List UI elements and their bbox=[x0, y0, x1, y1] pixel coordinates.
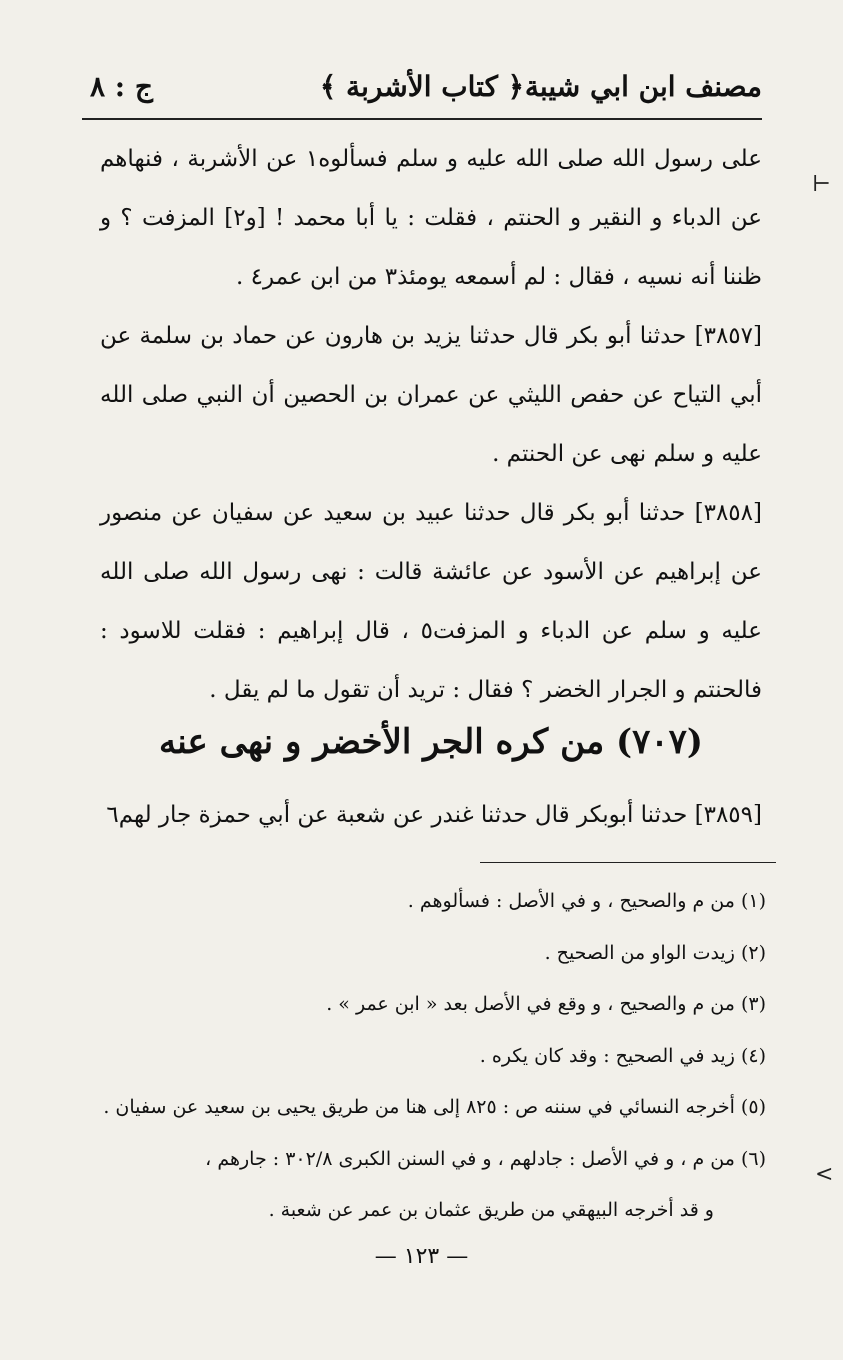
footnote: (٣) من م والصحيح ، و وقع في الأصل بعد « ابن عمر » . bbox=[326, 993, 766, 1015]
main-text bbox=[100, 130, 762, 720]
book-title: مصنف ابن ابي شيبة bbox=[524, 70, 762, 103]
footnote: (٦) من م ، و في الأصل : جادلهم ، و في السنن الكبرى ٣٠٢/٨ : جارهم ، bbox=[205, 1147, 766, 1170]
page-number: — ١٢٣ — bbox=[374, 1244, 469, 1269]
running-header bbox=[82, 62, 762, 112]
header-divider bbox=[82, 118, 762, 120]
footnote-divider bbox=[480, 862, 776, 863]
footnote: (٢) زيدت الواو من الصحيح . bbox=[544, 941, 766, 964]
footnote: (٤) زيد في الصحيح : وقد كان يكره . bbox=[479, 1044, 766, 1067]
paragraph: على رسول الله صلى الله عليه و سلم فسألوه١ عن الأشربة ، فنهاهم عن الدباء و النقير و الحنتم ، فقلت : يا أبا محمد ! [و٢] المزفت ؟ و ظننا أنه نسيه ، فقال : لم أسمعه يومئذ٣ من ابن عمر٤ . bbox=[100, 146, 762, 290]
footnote: (٥) أخرجه النسائي في سننه ص : ٨٢٥ إلى هنا من طريق يحيى بن سعيد عن سفيان . bbox=[103, 1096, 766, 1118]
paragraph: [٣٨٥٨] حدثنا أبو بكر قال حدثنا عبيد بن سعيد عن سفيان عن منصور عن إبراهيم عن الأسود عن عائشة قالت : نهى رسول الله صلى الله عليه و سلم عن الدباء و المزفت٥ ، قال إبراهيم : فقلت للاسود : فالحنتم و الجرار الخضر ؟ فقال : تريد أن تقول ما لم يقل . bbox=[100, 500, 762, 703]
margin-mark: < bbox=[815, 1162, 834, 1187]
paragraph: [٣٨٥٩] حدثنا أبوبكر قال حدثنا غندر عن شعبة عن أبي حمزة جار لهم٦ bbox=[106, 802, 762, 828]
footnotes bbox=[96, 876, 766, 1237]
footnote: (١) من م والصحيح ، و في الأصل : فسألوهم . bbox=[407, 890, 766, 912]
paragraph: [٣٨٥٧] حدثنا أبو بكر قال حدثنا يزيد بن هارون عن حماد بن سلمة عن أبي التياح عن حفص الليثي عن عمران بن الحصين أن النبي صلى الله عليه و سلم نهى عن الحنتم . bbox=[100, 323, 762, 467]
volume-number: ج : ٨ bbox=[90, 70, 153, 103]
section-heading: (٧٠٧) من كره الجر الأخضر و نهى عنه bbox=[159, 722, 703, 762]
footnote-continuation: و قد أخرجه البيهقي من طريق عثمان بن عمر عن شعبة . bbox=[268, 1199, 714, 1221]
chapter-title: ﴿ كتاب الأشربة ﴾ bbox=[319, 70, 525, 103]
margin-mark: ⊢ bbox=[812, 172, 831, 197]
